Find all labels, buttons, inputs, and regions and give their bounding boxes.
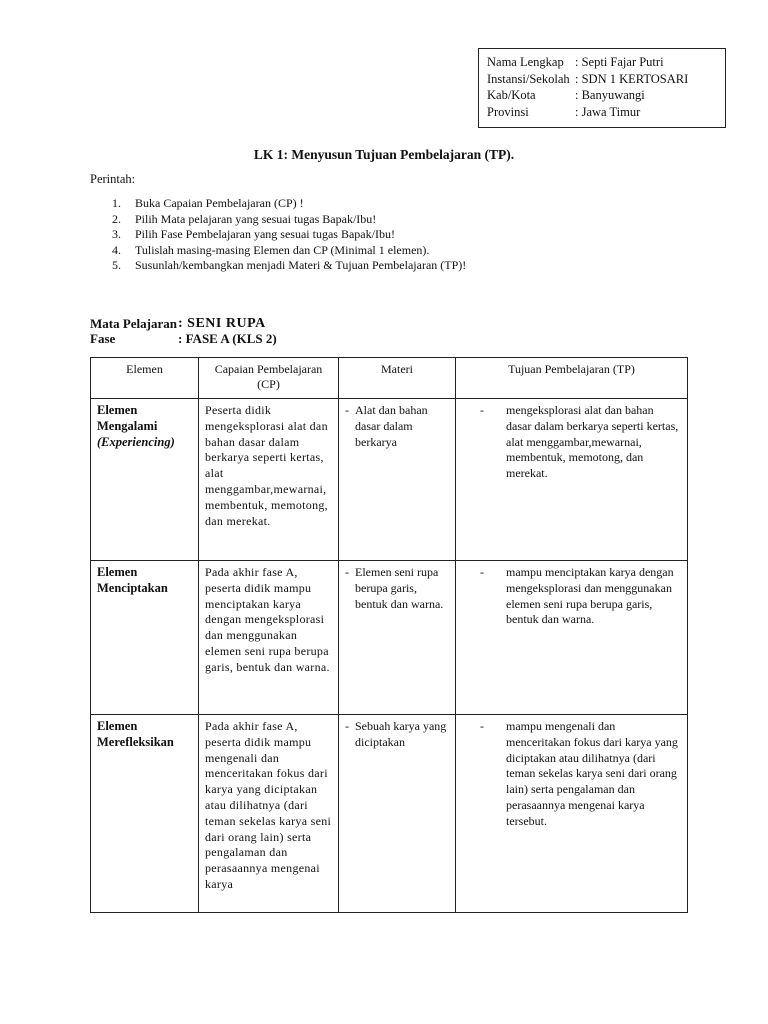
list-item bbox=[90, 243, 466, 259]
step-text: Buka Capaian Pembelajaran (CP) ! bbox=[135, 196, 304, 210]
column-header-elemen: Elemen bbox=[91, 358, 199, 399]
tp-text: mampu mengenali dan menceritakan fokus dari karya yang diciptakan atau dilihatnya (dari teman sekelas karya seni dari orang lain) serta pengalaman dan perasaannya mengenai karya tersebut. bbox=[506, 719, 678, 828]
step-text: Susunlah/kembangkan menjadi Materi & Tujuan Pembelajaran (TP)! bbox=[135, 258, 467, 273]
step-number: 4. bbox=[112, 242, 121, 257]
elemen-cell bbox=[91, 399, 199, 561]
subject-label: Mata Pelajaran bbox=[90, 316, 178, 331]
list-item bbox=[90, 212, 466, 228]
instruction-heading: Perintah: bbox=[90, 172, 136, 186]
elemen-subtitle: (Experiencing) bbox=[97, 434, 175, 449]
list-item bbox=[90, 258, 466, 274]
info-row-province bbox=[487, 104, 717, 121]
elemen-name: Elemen Merefleksikan bbox=[97, 719, 174, 749]
tp-cell bbox=[456, 715, 688, 913]
bullet-dash: - bbox=[480, 719, 484, 733]
elemen-cell bbox=[91, 715, 199, 913]
info-value: : Banyuwangi bbox=[575, 88, 645, 102]
info-label: Provinsi bbox=[487, 104, 529, 119]
table-row bbox=[91, 561, 688, 715]
materi-cell bbox=[339, 715, 456, 913]
materi-text: Elemen seni rupa berupa garis, bentuk dan warna. bbox=[355, 565, 444, 611]
column-header-cp: Capaian Pembelajaran (CP) bbox=[199, 358, 339, 399]
info-value: : SDN 1 KERTOSARI bbox=[575, 71, 689, 86]
phase-label: Fase bbox=[90, 331, 116, 346]
table-header-row bbox=[91, 358, 688, 399]
identity-box bbox=[478, 48, 726, 128]
cp-cell: Pada akhir fase A, peserta didik mampu mengenali dan menceritakan fokus dari karya yang diciptakan atau dilihatnya (dari teman sekelas karya seni dari orang lain) serta pengalaman dan perasaannya mengenai karya bbox=[199, 715, 339, 913]
info-value: : Jawa Timur bbox=[575, 104, 641, 119]
info-label: Nama Lengkap bbox=[487, 55, 564, 69]
step-text: Pilih Mata pelajaran yang sesuai tugas Bapak/Ibu! bbox=[135, 211, 377, 226]
info-row-city bbox=[487, 87, 717, 104]
cp-cell: Peserta didik mengeksplorasi alat dan bahan dasar dalam berkarya seperti kertas, alat menggambar,mewarnai, membentuk, memotong, dan merekat. bbox=[199, 399, 339, 561]
phase-value: : FASE A (KLS 2) bbox=[178, 331, 277, 346]
cp-cell: Pada akhir fase A, peserta didik mampu menciptakan karya dengan mengeksplorasi dan menggunakan elemen seni rupa berupa garis, bentuk dan warna. bbox=[199, 561, 339, 715]
document-title: LK 1: Menyusun Tujuan Pembelajaran (TP). bbox=[253, 147, 515, 162]
learning-objectives-table bbox=[90, 357, 688, 913]
tp-cell bbox=[456, 561, 688, 715]
list-item bbox=[90, 227, 466, 243]
tp-text: mampu menciptakan karya dengan mengeksplorasi dan menggunakan elemen seni rupa berupa garis, bentuk dan warna. bbox=[506, 565, 674, 627]
info-row-name bbox=[487, 54, 717, 71]
instruction-list bbox=[90, 196, 466, 274]
phase-row bbox=[90, 331, 277, 346]
bullet-dash: - bbox=[345, 719, 349, 733]
bullet-dash: - bbox=[345, 403, 349, 417]
subject-meta bbox=[90, 316, 277, 346]
elemen-cell bbox=[91, 561, 199, 715]
step-text: Pilih Fase Pembelajaran yang sesuai tugas Bapak/Ibu! bbox=[135, 227, 395, 242]
info-label: Instansi/Sekolah bbox=[487, 71, 570, 86]
step-number: 5. bbox=[112, 258, 121, 273]
subject-value: : SENI RUPA bbox=[178, 316, 266, 331]
column-header-tp: Tujuan Pembelajaran (TP) bbox=[456, 358, 688, 399]
step-number: 3. bbox=[112, 227, 121, 242]
column-header-materi: Materi bbox=[339, 358, 456, 399]
step-number: 2. bbox=[112, 211, 121, 226]
bullet-dash: - bbox=[480, 403, 484, 417]
bullet-dash: - bbox=[480, 565, 484, 579]
step-text: Tulislah masing-masing Elemen dan CP (Minimal 1 elemen). bbox=[135, 242, 430, 257]
materi-cell bbox=[339, 561, 456, 715]
elemen-name: Elemen Menciptakan bbox=[97, 565, 168, 595]
materi-text: Alat dan bahan dasar dalam berkarya bbox=[355, 403, 428, 449]
bullet-dash: - bbox=[345, 565, 349, 579]
materi-text: Sebuah karya yang diciptakan bbox=[355, 719, 447, 749]
materi-cell bbox=[339, 399, 456, 561]
info-value: : Septi Fajar Putri bbox=[575, 55, 664, 69]
table-row bbox=[91, 715, 688, 913]
tp-cell bbox=[456, 399, 688, 561]
step-number: 1. bbox=[112, 196, 121, 210]
tp-text: mengeksplorasi alat dan bahan dasar dalam berkarya seperti kertas, alat menggambar,mewarnai, membentuk, memotong, dan merekat. bbox=[506, 403, 679, 481]
subject-row bbox=[90, 316, 277, 331]
elemen-name: Elemen Mengalami bbox=[97, 403, 158, 433]
info-label: Kab/Kota bbox=[487, 88, 536, 102]
info-row-school bbox=[487, 71, 717, 88]
table-row bbox=[91, 399, 688, 561]
list-item bbox=[90, 196, 466, 212]
